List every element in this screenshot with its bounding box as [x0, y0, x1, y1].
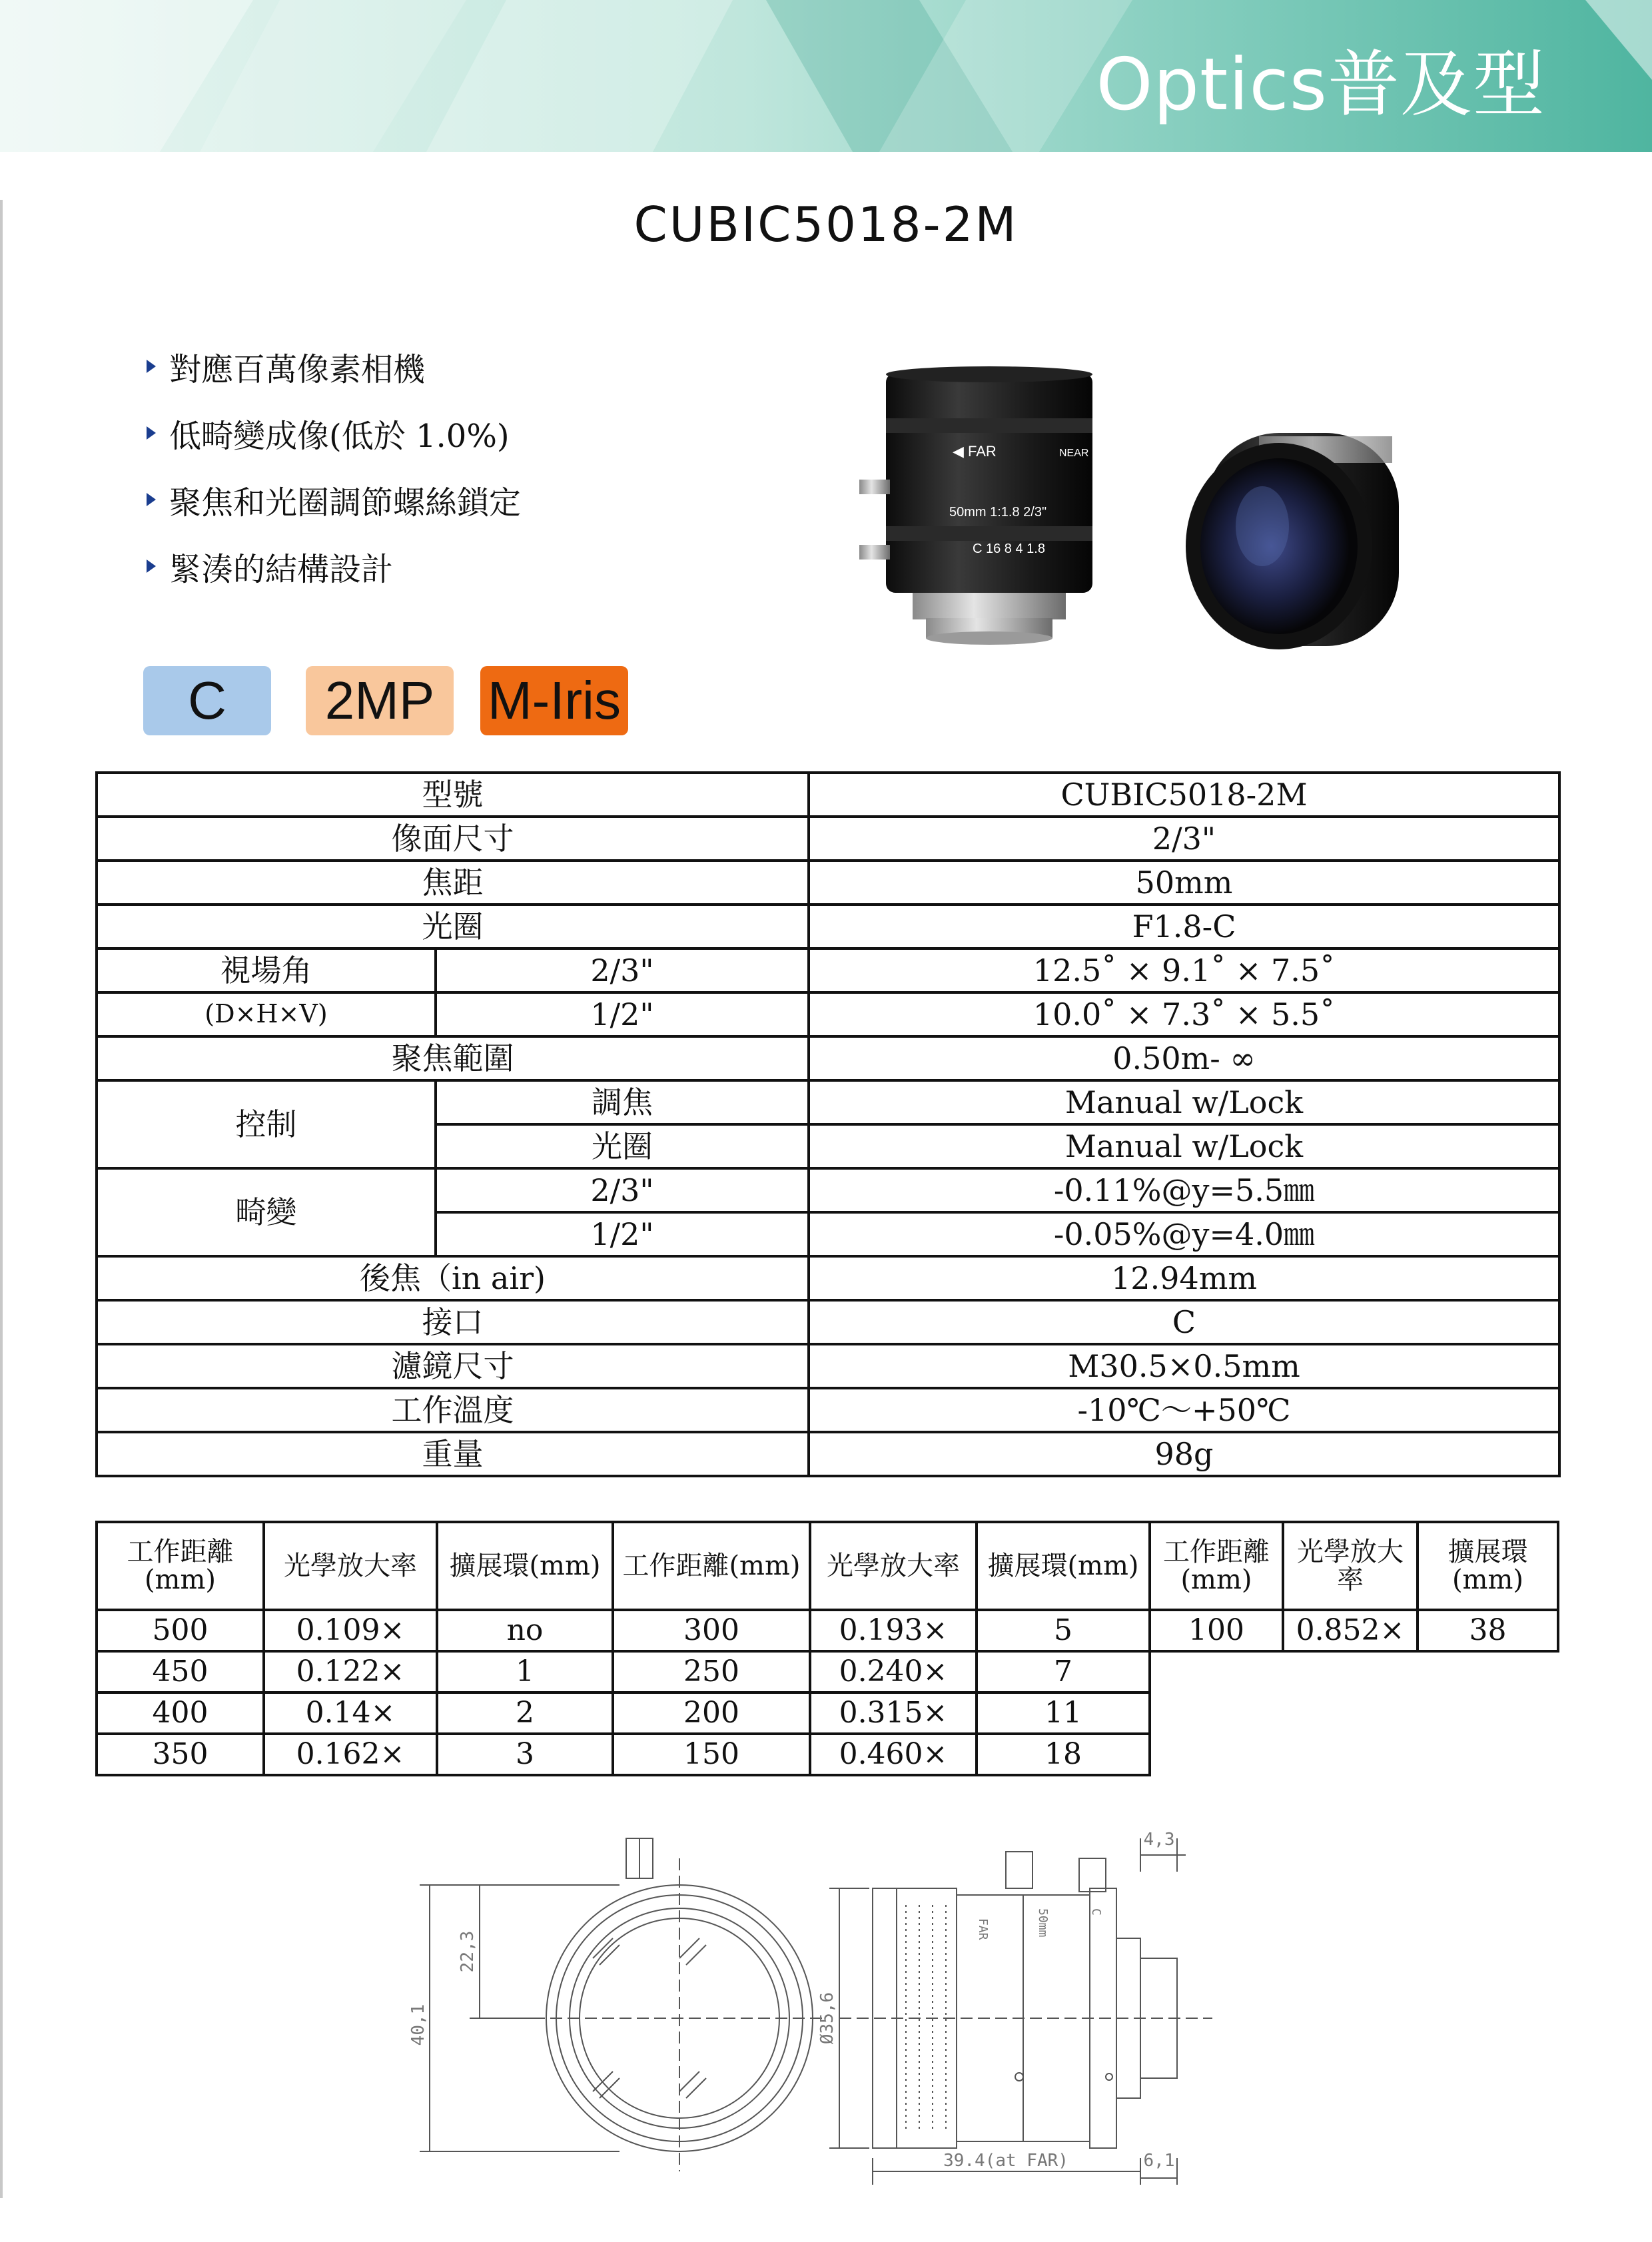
spec-value: 98g — [809, 1432, 1559, 1476]
model-title: CUBIC5018-2M — [633, 196, 1019, 252]
table-cell: 3 — [437, 1734, 613, 1775]
table-row — [97, 773, 1559, 817]
table-cell: 300 — [613, 1610, 810, 1651]
table-cell: 0.240× — [810, 1651, 977, 1692]
spec-value: 10.0˚ × 7.3˚ × 5.5˚ — [809, 992, 1559, 1036]
spec-label: 工作溫度 — [97, 1388, 809, 1432]
spec-label: 視場角 — [97, 948, 436, 992]
spec-value: 2/3" — [809, 817, 1559, 861]
table-cell: 38 — [1418, 1610, 1558, 1651]
spec-value: 50mm — [809, 861, 1559, 905]
spec-table — [95, 771, 1561, 1477]
bullet-triangle-icon — [147, 360, 156, 373]
table-cell: 450 — [97, 1651, 264, 1692]
table-cell: 200 — [613, 1692, 810, 1734]
resolution-badge: 2MP — [306, 666, 454, 735]
photo-far-mark: ◀ FAR — [953, 443, 997, 460]
spec-sublabel: 1/2" — [436, 1212, 809, 1256]
table-row — [97, 817, 1559, 861]
dim-flange-label: 6,1 — [1143, 2151, 1175, 2171]
spec-value: Manual w/Lock — [809, 1124, 1559, 1168]
product-photo — [859, 360, 1406, 666]
mount-badge: C — [143, 666, 271, 735]
dim-diameter-label: Ø35,6 — [817, 1992, 837, 2045]
iris-badge: M-Iris — [480, 666, 628, 735]
empty-cell — [1150, 1692, 1558, 1734]
spec-sublabel: 調焦 — [436, 1080, 809, 1124]
table-cell: 0.852× — [1283, 1610, 1418, 1651]
table-row — [97, 1300, 1559, 1344]
spec-label: 接口 — [97, 1300, 809, 1344]
table-header-row — [97, 1522, 1558, 1610]
column-header: 工作距離(mm) — [97, 1522, 264, 1610]
table-row — [97, 1734, 1558, 1775]
column-header: 光學放大率 — [264, 1522, 437, 1610]
spec-label: 聚焦範圍 — [97, 1036, 809, 1080]
spec-label: 濾鏡尺寸 — [97, 1344, 809, 1388]
spec-value: -0.05%@y=4.0㎜ — [809, 1212, 1559, 1256]
column-header: 光學放大率 — [810, 1522, 977, 1610]
bullet-triangle-icon — [147, 493, 156, 506]
spec-value: Manual w/Lock — [809, 1080, 1559, 1124]
table-row — [97, 1432, 1559, 1476]
table-cell: 1 — [437, 1651, 613, 1692]
table-cell: 0.193× — [810, 1610, 977, 1651]
empty-cell — [1150, 1651, 1558, 1692]
table-cell: 400 — [97, 1692, 264, 1734]
table-cell: 250 — [613, 1651, 810, 1692]
table-row — [97, 1651, 1558, 1692]
feature-list — [147, 333, 521, 599]
spec-label: 後焦（in air) — [97, 1256, 809, 1300]
spec-label: 光圈 — [97, 905, 809, 948]
spec-value: -0.11%@y=5.5㎜ — [809, 1168, 1559, 1212]
table-row — [97, 905, 1559, 948]
spec-label: 焦距 — [97, 861, 809, 905]
spec-value: 12.94mm — [809, 1256, 1559, 1300]
table-row — [97, 948, 1559, 992]
table-row — [97, 992, 1559, 1036]
column-header: 工作距離(mm) — [613, 1522, 810, 1610]
table-row — [97, 1256, 1559, 1300]
feature-item: 緊湊的結構設計 — [147, 533, 521, 599]
spec-label: 畸變 — [97, 1168, 436, 1256]
table-row — [97, 1692, 1558, 1734]
empty-cell — [1150, 1734, 1558, 1775]
table-row — [97, 1080, 1559, 1124]
spec-sublabel: 2/3" — [436, 1168, 809, 1212]
drawing-c-mark: C — [1089, 1908, 1103, 1916]
table-row — [97, 861, 1559, 905]
table-cell: 18 — [977, 1734, 1150, 1775]
feature-item: 低畸變成像(低於 1.0%) — [147, 400, 521, 466]
spec-value: M30.5×0.5mm — [809, 1344, 1559, 1388]
feature-item: 聚焦和光圈調節螺絲鎖定 — [147, 466, 521, 533]
spec-value: -10℃～+50℃ — [809, 1388, 1559, 1432]
table-row — [97, 1610, 1558, 1651]
table-cell: 150 — [613, 1734, 810, 1775]
table-cell: 100 — [1150, 1610, 1283, 1651]
spec-value: 0.50m- ∞ — [809, 1036, 1559, 1080]
bullet-triangle-icon — [147, 426, 156, 440]
drawing-50mm-mark: 50mm — [1036, 1908, 1050, 1938]
dim-top-label: 4,3 — [1143, 1830, 1175, 1850]
page-margin-rule — [0, 200, 3, 2198]
table-cell: 2 — [437, 1692, 613, 1734]
column-header: 擴展環(mm) — [1418, 1522, 1558, 1610]
dim-center-label: 22,3 — [458, 1930, 478, 1973]
spec-sublabel: 2/3" — [436, 948, 809, 992]
table-cell: 7 — [977, 1651, 1150, 1692]
spec-label: 型號 — [97, 773, 809, 817]
spec-label: 控制 — [97, 1080, 436, 1168]
table-cell: 11 — [977, 1692, 1150, 1734]
table-cell: 350 — [97, 1734, 264, 1775]
feature-item: 對應百萬像素相機 — [147, 333, 521, 400]
working-distance-table — [95, 1521, 1559, 1776]
spec-label: (D×H×V) — [97, 992, 436, 1036]
dim-length-label: 39.4(at FAR) — [943, 2151, 1068, 2171]
table-row — [97, 1388, 1559, 1432]
photo-spec-mark: 50mm 1:1.8 2/3" — [949, 505, 1047, 520]
spec-value: F1.8-C — [809, 905, 1559, 948]
spec-sublabel: 1/2" — [436, 992, 809, 1036]
page-title: Optics普及型 — [1096, 43, 1545, 127]
table-cell: 0.109× — [264, 1610, 437, 1651]
table-row — [97, 1168, 1559, 1212]
spec-label: 像面尺寸 — [97, 817, 809, 861]
table-cell: 0.122× — [264, 1651, 437, 1692]
table-cell: 0.315× — [810, 1692, 977, 1734]
table-cell: 5 — [977, 1610, 1150, 1651]
table-row — [97, 1344, 1559, 1388]
spec-value: C — [809, 1300, 1559, 1344]
dim-height-label: 40,1 — [408, 2004, 428, 2046]
table-cell: 500 — [97, 1610, 264, 1651]
column-header: 工作距離(mm) — [1150, 1522, 1283, 1610]
column-header: 光學放大率 — [1283, 1522, 1418, 1610]
spec-value: 12.5˚ × 9.1˚ × 7.5˚ — [809, 948, 1559, 992]
header-banner — [0, 0, 1652, 152]
column-header: 擴展環(mm) — [977, 1522, 1150, 1610]
bullet-triangle-icon — [147, 560, 156, 573]
spec-label: 重量 — [97, 1432, 809, 1476]
spec-value: CUBIC5018-2M — [809, 773, 1559, 817]
drawing-far-mark: FAR — [976, 1918, 990, 1940]
table-cell: 0.460× — [810, 1734, 977, 1775]
photo-iris-mark: C 16 8 4 1.8 — [973, 542, 1045, 556]
table-cell: no — [437, 1610, 613, 1651]
column-header: 擴展環(mm) — [437, 1522, 613, 1610]
technical-drawing — [400, 1825, 1279, 2198]
table-row — [97, 1036, 1559, 1080]
photo-near-mark: NEAR — [1059, 448, 1089, 459]
spec-sublabel: 光圈 — [436, 1124, 809, 1168]
table-cell: 0.14× — [264, 1692, 437, 1734]
table-cell: 0.162× — [264, 1734, 437, 1775]
